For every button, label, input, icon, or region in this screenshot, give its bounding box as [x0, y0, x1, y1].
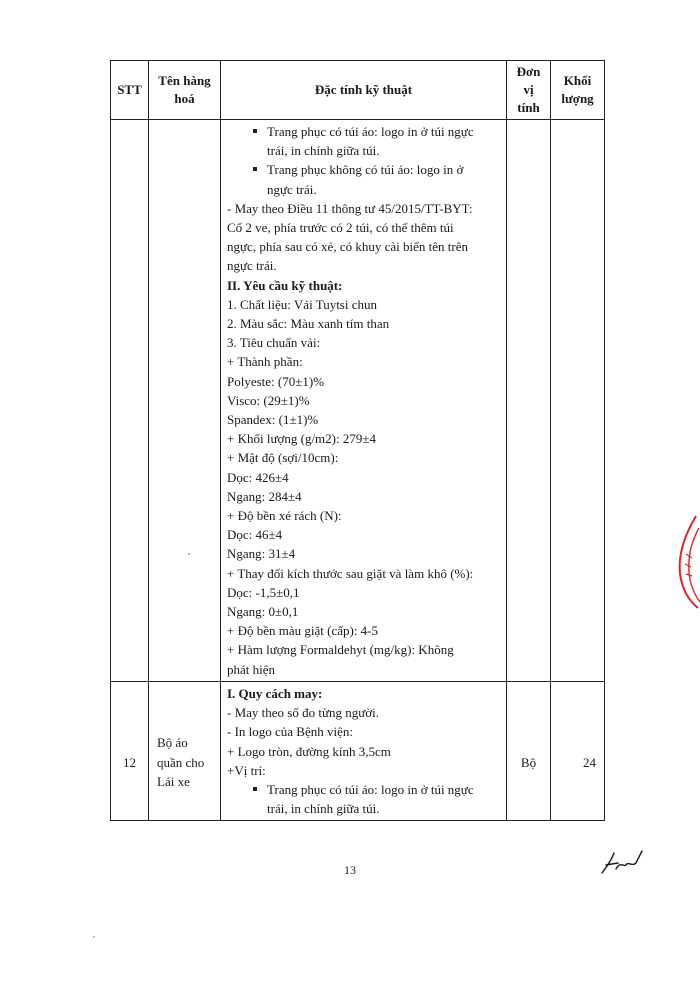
spec-table	[110, 60, 605, 821]
cell-name-empty	[149, 120, 221, 682]
table-row-12	[111, 681, 605, 820]
spec-line: trái, in chính giữa túi.	[267, 143, 380, 159]
spec-line: Cổ 2 ve, phía trước có 2 túi, có thể thêm túi	[227, 220, 454, 236]
spec-line: Trang phục có túi áo: logo in ở túi ngực	[227, 122, 500, 141]
section-heading: II. Yêu cầu kỹ thuật:	[227, 277, 343, 293]
spec-line: Dọc: -1,5±0,1	[227, 584, 300, 600]
table-row-continued	[111, 120, 605, 682]
spec-line: Trang phục không có túi áo: logo in ở	[227, 160, 500, 179]
spec-line: Ngang: 31±4	[227, 546, 296, 562]
spec-line: + Thay đổi kích thước sau giặt và làm khô (%):	[227, 565, 474, 581]
section-heading: I. Quy cách may:	[227, 685, 323, 701]
spec-line: trái, in chính giữa túi.	[267, 801, 380, 817]
spec-line: Ngang: 284±4	[227, 488, 302, 504]
spec-line: Visco: (29±1)%	[227, 392, 310, 408]
name-line1: Bộ áo	[157, 735, 188, 751]
spec-line: - May theo số đo từng người.	[227, 705, 380, 721]
header-unit-line3: tính	[517, 100, 540, 115]
cell-unit: Bộ	[507, 681, 551, 820]
spec-line: Trang phục có túi áo: logo in ở túi ngực	[227, 780, 500, 799]
cell-stt: 12	[111, 681, 149, 820]
spec-line: + Khối lượng (g/m2): 279±4	[227, 431, 376, 447]
spec-line: + Thành phần:	[227, 354, 303, 370]
spec-line: - In logo của Bệnh viện:	[227, 724, 353, 740]
spec-line: 1. Chất liệu: Vải Tuytsi chun	[227, 296, 377, 312]
cell-name	[149, 681, 221, 820]
cell-unit-empty	[507, 120, 551, 682]
spec-line: - May theo Điều 11 thông tư 45/2015/TT-BYT:	[227, 200, 473, 216]
spec-line: + Logo tròn, đường kính 3,5cm	[227, 743, 391, 759]
scan-speck	[188, 553, 190, 555]
cell-qty-empty	[551, 120, 605, 682]
spec-line: Dọc: 46±4	[227, 527, 283, 543]
header-unit	[507, 61, 551, 120]
spec-line: Dọc: 426±4	[227, 469, 289, 485]
cell-spec	[221, 681, 507, 820]
table-header-row	[111, 61, 605, 120]
header-name-line1: Tên hàng	[158, 73, 211, 88]
cell-stt-empty	[111, 120, 149, 682]
spec-line: + Hàm lượng Formaldehyt (mg/kg): Không	[227, 642, 454, 658]
spec-line: ngực, phía sau có xẻ, có khuy cài biển tên trên	[227, 239, 468, 255]
spec-line: ngực trái.	[227, 258, 277, 274]
spec-line: + Độ bền xé rách (N):	[227, 508, 342, 524]
header-unit-line2: vị	[523, 82, 534, 97]
cell-qty: 24	[551, 681, 605, 820]
header-name-line2: hoá	[174, 91, 195, 106]
spec-line: Polyeste: (70±1)%	[227, 373, 325, 389]
spec-line: phát hiện	[227, 661, 276, 677]
header-qty	[551, 61, 605, 120]
header-qty-line2: lượng	[561, 91, 594, 106]
header-unit-line1: Đơn	[516, 64, 541, 79]
spec-line: Ngang: 0±0,1	[227, 604, 299, 620]
cell-spec-continued	[221, 120, 507, 682]
header-spec: Đặc tính kỹ thuật	[221, 61, 507, 120]
page-number: 13	[344, 863, 356, 877]
header-name	[149, 61, 221, 120]
spec-line: +Vị trí:	[227, 762, 266, 778]
name-line3: Lái xe	[157, 773, 190, 789]
scan-speck	[93, 936, 95, 938]
name-line2: quần cho	[157, 754, 205, 770]
header-stt: STT	[111, 61, 149, 120]
spec-line: + Mật độ (sợi/10cm):	[227, 450, 339, 466]
spec-line: 3. Tiêu chuẩn vải:	[227, 335, 321, 351]
spec-line: 2. Màu sắc: Màu xanh tím than	[227, 316, 390, 332]
red-stamp-fragment	[666, 512, 700, 612]
spec-line: + Độ bền màu giặt (cấp): 4-5	[227, 623, 379, 639]
header-qty-line1: Khối	[563, 73, 592, 88]
signature-initials	[596, 845, 646, 881]
spec-line: ngực trái.	[267, 181, 317, 197]
spec-line: Spandex: (1±1)%	[227, 412, 319, 428]
